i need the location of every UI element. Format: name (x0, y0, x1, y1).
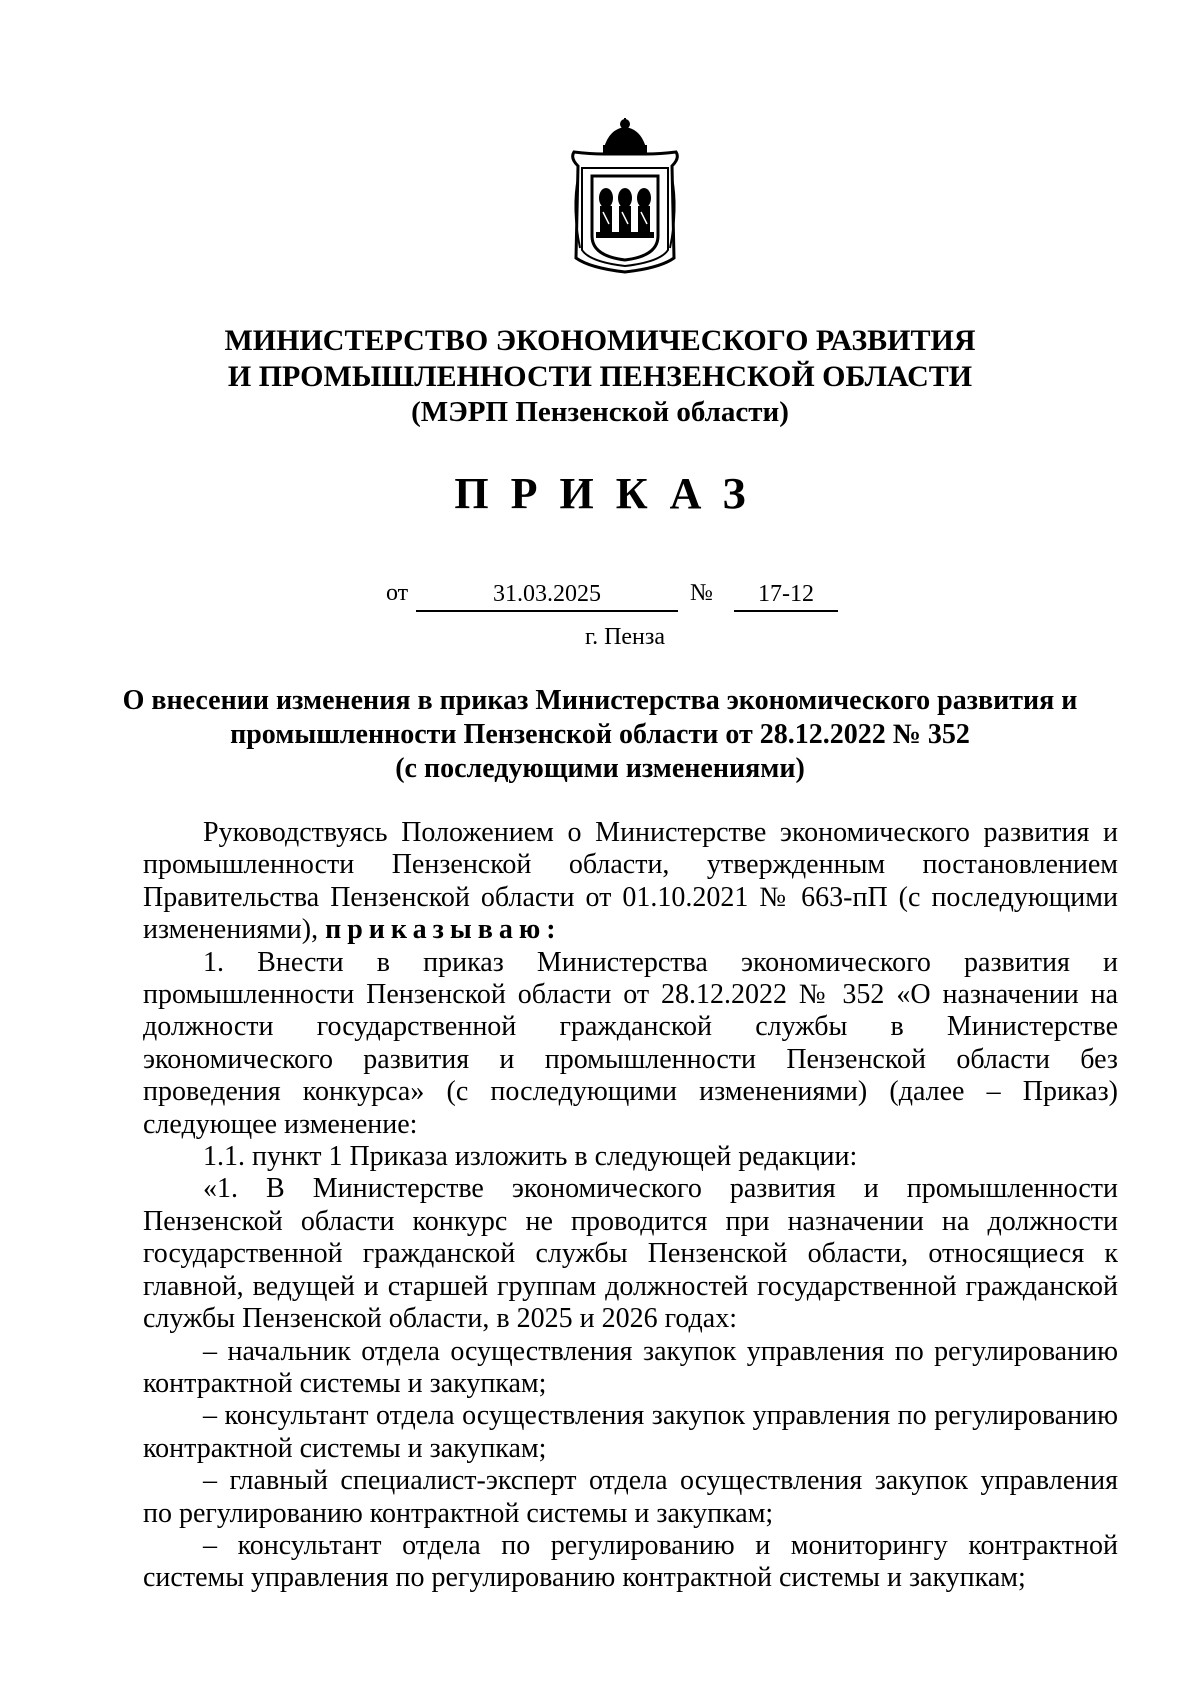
coat-of-arms-emblem (560, 118, 690, 276)
date-label: от (386, 580, 409, 606)
document-type-heading: ПРИКАЗ (454, 469, 768, 518)
list-item-position: – консультант отдела по регулированию и мониторингу контрактной системы управления по регулированию контрактной системы и закупкам; (143, 1529, 1118, 1594)
document-body (143, 817, 1118, 1595)
ministry-name-line1: МИНИСТЕРСТВО ЭКОНОМИЧЕСКОГО РАЗВИТИЯ (224, 324, 976, 357)
paragraph-preamble (143, 817, 1118, 947)
order-command: приказываю: (325, 914, 562, 946)
document-title-line1: О внесении изменения в приказ Министерства экономического развития и (122, 685, 1078, 716)
ministry-abbreviation: (МЭРП Пензенской области) (411, 396, 789, 428)
list-item-position: – начальник отдела осуществления закупок управления по регулированию контрактной системы и закупкам; (143, 1335, 1118, 1399)
preamble-text: Руководствуясь Положением о Министерстве экономического развития и промышленности Пензенской области, утвержденным постановлением Правительства Пензенской области от 01.10.2021 № 663-пП (с последующими изменениями), (143, 817, 1118, 946)
list-item-position: – главный специалист-эксперт отдела осуществления закупок управления по регулированию контрактной системы и закупкам; (143, 1465, 1118, 1529)
paragraph-item-1: 1. Внести в приказ Министерства экономического развития и промышленности Пензенской области от 28.12.2022 № 352 «О назначении на должности государственной гражданской службы в Министерстве экономического развития и промышленности Пензенской области без проведения конкурса» (с последующими изменениями) (далее – Приказ) следующее изменение: (143, 946, 1118, 1140)
paragraph-item-1-1: 1.1. пункт 1 Приказа изложить в следующей редакции: (203, 1141, 858, 1173)
document-title-line2: промышленности Пензенской области от 28.12.2022 № 352 (230, 719, 970, 750)
number-value: 17-12 (734, 580, 838, 612)
date-value: 31.03.2025 (416, 580, 678, 612)
document-title-line3: (с последующими изменениями) (395, 753, 805, 784)
number-label: № (690, 580, 713, 606)
city-name: г. Пенза (584, 624, 666, 650)
ministry-name-line2: И ПРОМЫШЛЕННОСТИ ПЕНЗЕНСКОЙ ОБЛАСТИ (227, 360, 973, 393)
paragraph-quoted-item: «1. В Министерстве экономического развития и промышленности Пензенской области конкурс не проводится при назначении на должности государственной гражданской службы Пензенской области, относящиеся к главной, ведущей и старшей группам должностей государственной гражданской службы Пензенской области, в 2025 и 2026 годах: (143, 1173, 1118, 1335)
list-item-position: – консультант отдела осуществления закупок управления по регулированию контрактной системы и закупкам; (143, 1400, 1118, 1464)
